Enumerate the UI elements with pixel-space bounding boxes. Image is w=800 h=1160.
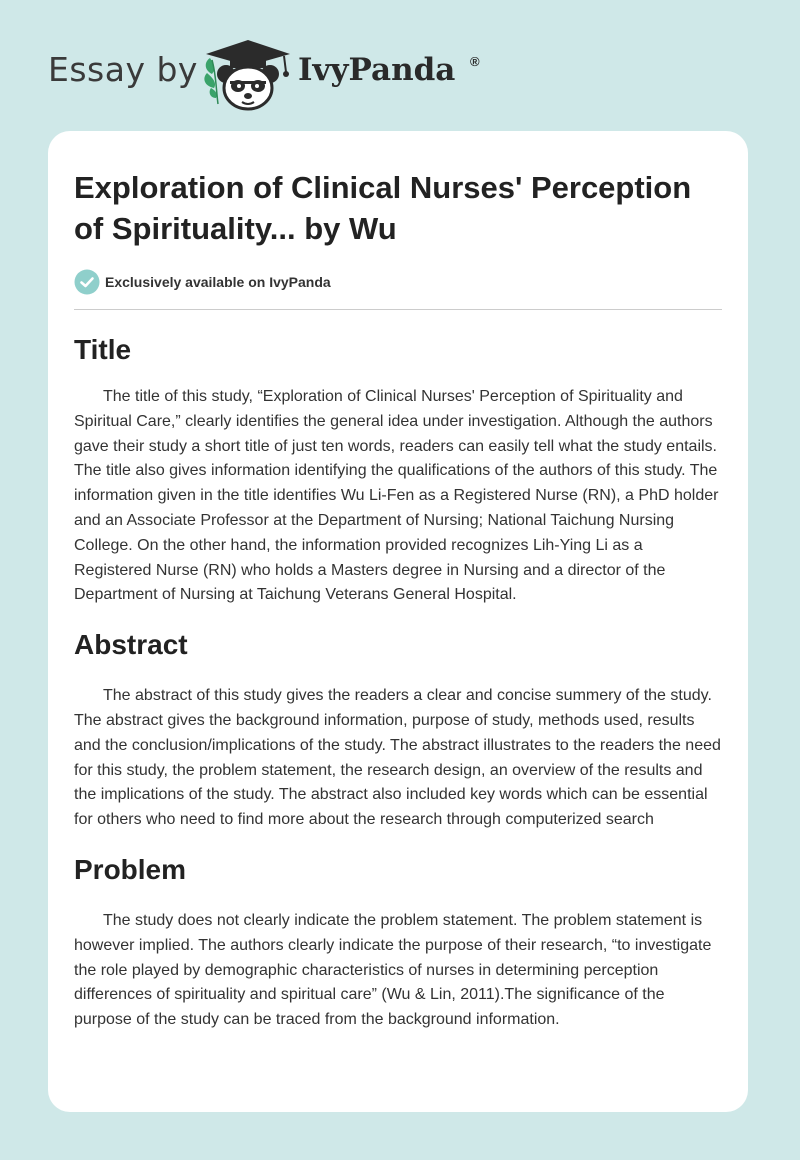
section-paragraph: The title of this study, “Exploration of Clinical Nurses' Perception of Spirituality and Spiritual Care,” clearly identifies the general idea under investigation. Although the authors gave their study a short title of just ten words, readers can easily tell what the study entails. The title also gives information identifying the qualifications of the authors of this study. The information given in the title identifies Wu Li-Fen as a Registered Nurse (RN), a PhD holder and an Associate Professor at the Department of Nursing; National Taichung Nursing College. On the other hand, the information provided recognizes Lih-Ying Li as a Registered Nurse (RN) who holds a Masters degree in Nursing and a director of the Department of Nursing at Taichung Veterans General Hospital. xyxy=(74,388,719,604)
section-paragraph: The abstract of this study gives the readers a clear and concise summery of the study. The abstract gives the background information, purpose of study, methods used, results and the conclusion/implications of the study. The abstract illustrates to the readers the need for this study, the problem statement, the research design, an overview of the results and the implications of the study. The abstract also included key words which can be essential for others who need to find more about the research through computerized search xyxy=(74,687,721,829)
exclusive-badge-text: Exclusively available on IvyPanda xyxy=(105,274,331,290)
essay-card xyxy=(48,131,748,1112)
exclusive-badge xyxy=(74,268,722,296)
site-header xyxy=(0,0,800,130)
section-heading: Title xyxy=(74,334,132,365)
panda-graduate-logo-icon[interactable] xyxy=(200,36,296,112)
check-circle-icon xyxy=(74,269,100,295)
essay-by-label: Essay by xyxy=(48,50,198,89)
document-title: Exploration of Clinical Nurses' Perception of Spirituality... by Wu xyxy=(74,170,692,246)
section-paragraph: The study does not clearly indicate the problem statement. The problem statement is however implied. The authors clearly indicate the purpose of their research, “to investigate the role played by demographic characteristics of nurses in determining perception differences of spirituality and spiritual care” (Wu & Lin, 2011).The significance of the purpose of the study can be traced from the background information. xyxy=(74,911,712,1029)
section-heading: Abstract xyxy=(74,629,188,661)
registered-mark: ® xyxy=(470,54,480,69)
section-title xyxy=(74,333,722,608)
section-problem xyxy=(74,853,722,1033)
section-abstract xyxy=(74,628,722,833)
title-divider xyxy=(74,309,722,310)
section-heading: Problem xyxy=(74,853,187,885)
brand-name[interactable]: IvyPanda xyxy=(298,52,456,88)
